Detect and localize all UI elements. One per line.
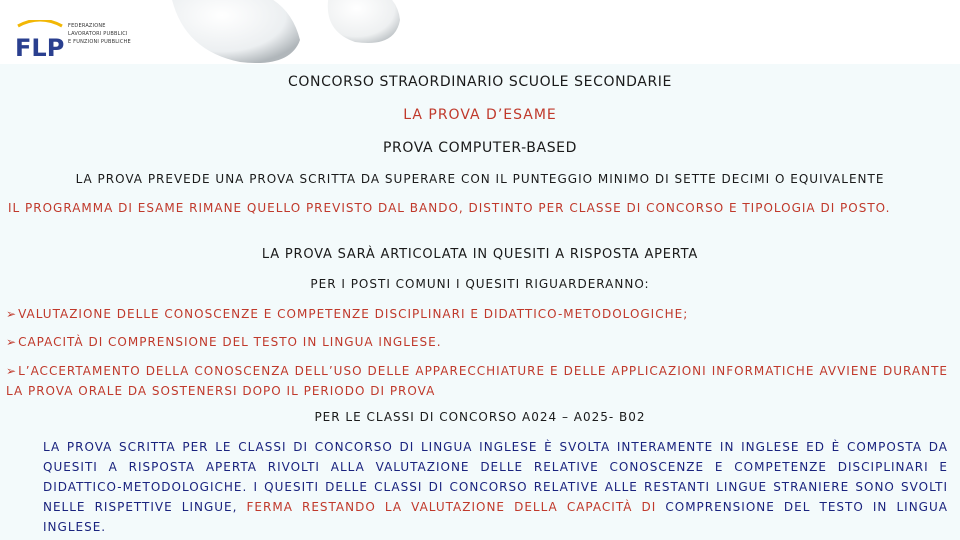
paragraph-last-text: COMPRENSIONE DEL TESTO IN LINGUA INGLESE. bbox=[43, 500, 948, 534]
common-posts-heading: PER I POSTI COMUNI I QUESITI RIGUARDERANNO: bbox=[310, 277, 650, 291]
section-heading: PROVA COMPUTER-BASED bbox=[382, 140, 578, 156]
bullet-item bbox=[6, 361, 948, 401]
language-classes-paragraph bbox=[43, 437, 948, 537]
decorative-shapes bbox=[150, 0, 960, 70]
paragraph-separator: , bbox=[232, 500, 247, 514]
flp-logo-letters: FLP bbox=[15, 34, 65, 62]
bullet-text: VALUTAZIONE DELLE CONOSCENZE E COMPETENZE DISCIPLINARI E DIDATTICO-METODOLOGICHE; bbox=[18, 307, 689, 321]
flp-logo bbox=[8, 10, 158, 60]
tagline-line-3: E FUNZIONI PUBBLICHE bbox=[68, 39, 131, 45]
bullet-text: L’ACCERTAMENTO DELLA CONOSCENZA DELL’USO DELLE APPARECCHIATURE E DELLE APPLICAZIONI INFORMATICHE AVVIENE DURANTE LA PROVA ORALE DA SOSTENERSI DOPO IL PERIODO DI PROVA bbox=[6, 364, 948, 398]
page-subtitle: LA PROVA D’ESAME bbox=[403, 107, 557, 123]
paragraph-red-text: FERMA RESTANDO LA VALUTAZIONE DELLA CAPACITÀ DI bbox=[246, 500, 657, 514]
tagline-line-1: FEDERAZIONE bbox=[68, 23, 106, 29]
paragraph-blue-text: LA PROVA SCRITTA PER LE CLASSI DI CONCORSO DI LINGUA INGLESE È SVOLTA INTERAMENTE IN INGLESE ED È COMPOSTA DA QUESITI A RISPOSTA APERTA RIVOLTI ALLA VALUTAZIONE DELLE RELATIVE CONOSCENZE E COMPETENZE DISCIPLINARI E DIDATTICO-METODOLOGICHE. I QUESITI DELLE CLASSI DI CONCORSO RELATIVE ALLE RESTANTI LINGUE STRANIERE SONO SVOLTI NELLE RISPETTIVE LINGUE bbox=[43, 440, 948, 514]
flp-logo-tagline bbox=[68, 22, 158, 46]
bullet-item bbox=[6, 304, 956, 324]
tagline-line-2: LAVORATORI PUBBLICI bbox=[68, 31, 128, 37]
language-classes-heading: PER LE CLASSI DI CONCORSO A024 – A025- B02 bbox=[314, 410, 646, 424]
flp-logo-mark bbox=[14, 20, 66, 62]
exam-program: IL PROGRAMMA DI ESAME RIMANE QUELLO PREVISTO DAL BANDO, DISTINTO PER CLASSE DI CONCORSO E TIPOLOGIA DI POSTO. bbox=[8, 201, 891, 215]
bullet-text: CAPACITÀ DI COMPRENSIONE DEL TESTO IN LINGUA INGLESE. bbox=[18, 335, 442, 349]
page-title: CONCORSO STRAORDINARIO SCUOLE SECONDARIE bbox=[288, 74, 672, 90]
bullet-item bbox=[6, 332, 956, 352]
exam-requirement: LA PROVA PREVEDE UNA PROVA SCRITTA DA SUPERARE CON IL PUNTEGGIO MINIMO DI SETTE DECIMI O EQUIVALENTE bbox=[75, 172, 885, 186]
exam-format: LA PROVA SARÀ ARTICOLATA IN QUESITI A RISPOSTA APERTA bbox=[261, 247, 699, 262]
